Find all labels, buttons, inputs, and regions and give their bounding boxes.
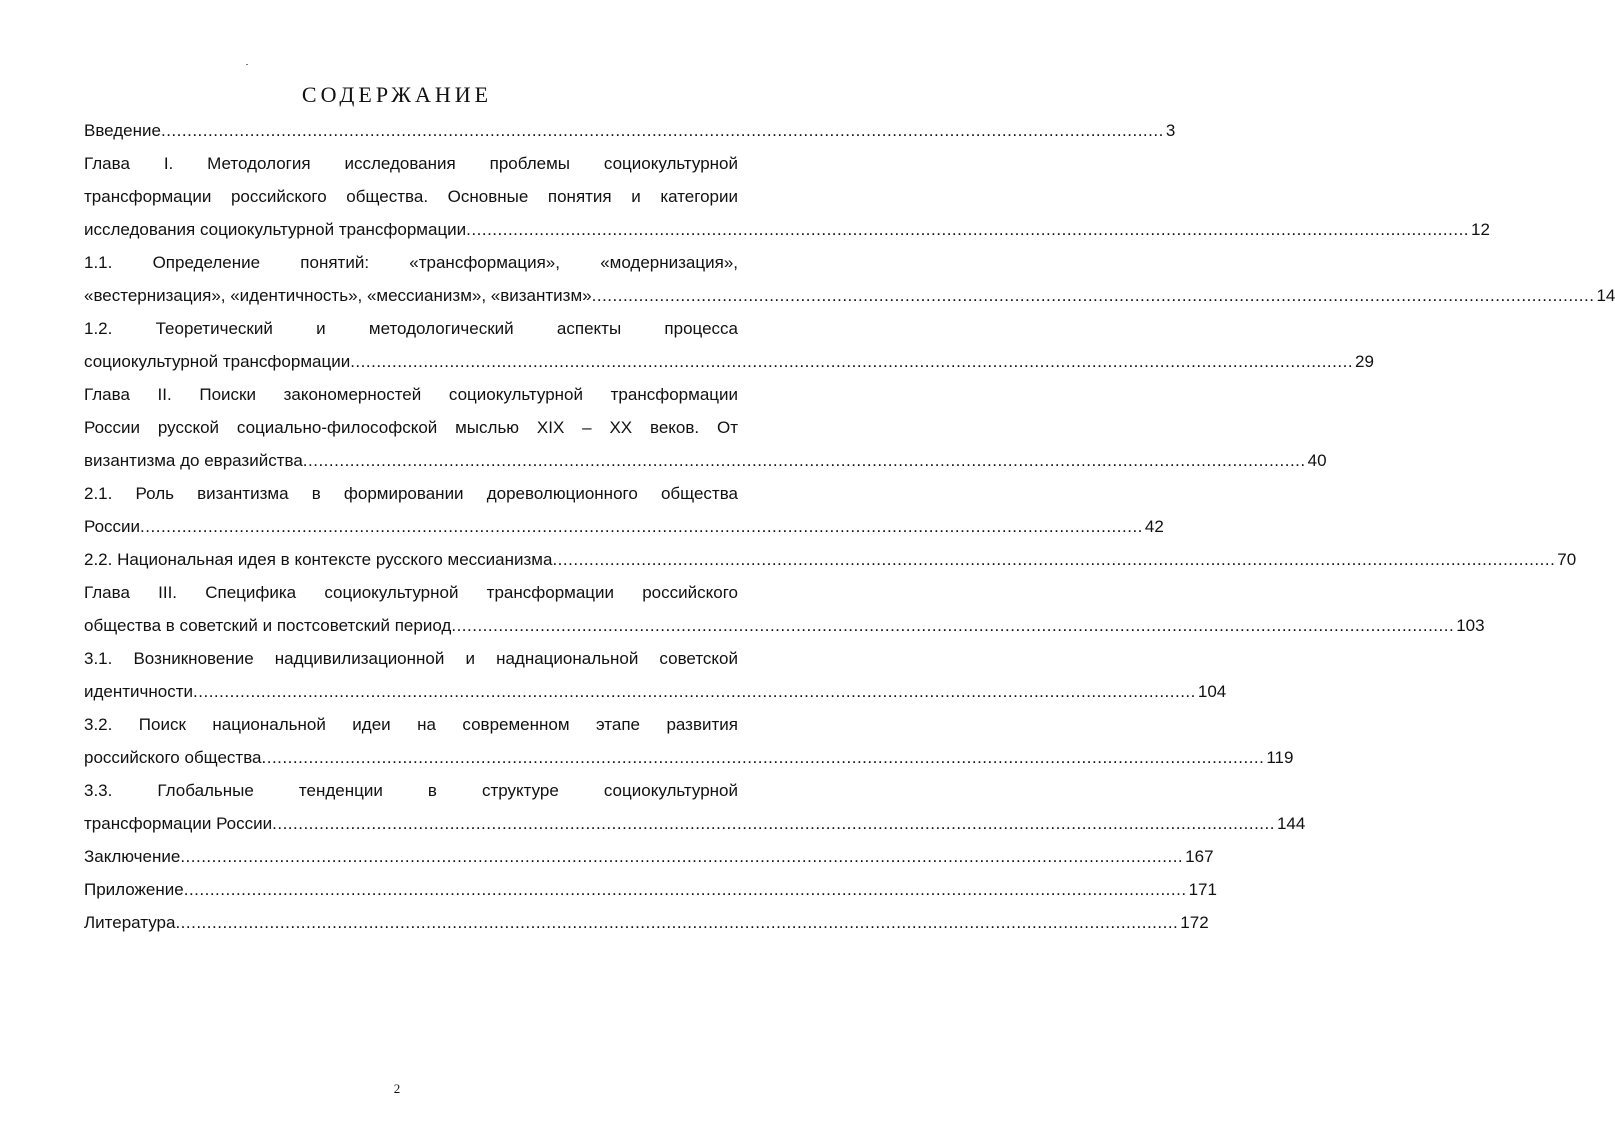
toc-entry-title: российского общества bbox=[84, 748, 262, 767]
toc-entry-title: Приложение bbox=[84, 880, 184, 899]
toc-page-number: 12 bbox=[1471, 220, 1490, 239]
toc-page-number: 103 bbox=[1456, 616, 1485, 635]
toc-entry-title: Введение bbox=[84, 121, 161, 140]
toc-page-number: 3 bbox=[1165, 121, 1176, 140]
dot-leader: ................................................................................................................................................................................................ bbox=[175, 913, 1179, 932]
dot-leader: ................................................................................................................................................................................................ bbox=[272, 814, 1275, 833]
toc-entry-line: 3.2. Поиск национальной идеи на современном этапе развития bbox=[84, 715, 738, 734]
dot-leader: ................................................................................................................................................................................................ bbox=[180, 847, 1184, 866]
toc-entry-section-1-1[interactable] bbox=[84, 279, 1615, 312]
toc-entry-section-3-1[interactable] bbox=[84, 675, 1227, 708]
toc-page-number: 172 bbox=[1180, 913, 1209, 932]
toc-entry-line: 1.1. Определение понятий: «трансформация», «модернизация», bbox=[84, 253, 738, 272]
toc-entry-line: 3.3. Глобальные тенденции в структуре социокультурной bbox=[84, 781, 738, 800]
toc-entry-title: общества в советский и постсоветский период bbox=[84, 616, 452, 635]
toc-entry-chapter-3[interactable] bbox=[84, 609, 1485, 642]
toc-entry-title: идентичности bbox=[84, 682, 194, 701]
toc-page-number: 171 bbox=[1188, 880, 1217, 899]
dot-leader: ................................................................................................................................................................................................ bbox=[466, 220, 1470, 239]
toc-page-number: 119 bbox=[1266, 748, 1294, 767]
toc-page-number: 40 bbox=[1307, 451, 1327, 470]
toc-entry-title: византизма до евразийства bbox=[84, 451, 303, 470]
toc-entry-chapter-1[interactable] bbox=[84, 213, 1490, 246]
toc-entry-title: 2.2. Национальная идея в контексте русского мессианизма bbox=[84, 550, 553, 569]
dot-leader: ................................................................................................................................................................................................ bbox=[552, 550, 1556, 569]
toc-entry-title: Литература bbox=[84, 913, 176, 932]
dot-leader: ................................................................................................................................................................................................ bbox=[140, 517, 1143, 536]
dot-leader: ................................................................................................................................................................................................ bbox=[350, 352, 1354, 371]
toc-entry-section-1-2[interactable] bbox=[84, 345, 1374, 378]
toc-entry-title: России bbox=[84, 517, 141, 536]
toc-entry-section-2-2[interactable] bbox=[84, 543, 1577, 576]
toc-page-number: 70 bbox=[1557, 550, 1577, 569]
page-title: СОДЕРЖАНИЕ bbox=[301, 82, 493, 107]
dot-leader: ................................................................................................................................................................................................ bbox=[160, 121, 1164, 140]
toc-entry-line: России русской социально-философской мыслью XIX – XX веков. От bbox=[84, 418, 738, 437]
dot-leader: ................................................................................................................................................................................................ bbox=[261, 748, 1265, 767]
toc-entry-bibliography[interactable] bbox=[84, 906, 1209, 939]
dot-leader: ................................................................................................................................................................................................ bbox=[193, 682, 1196, 701]
scan-speck bbox=[246, 64, 248, 65]
toc-entry-line: Глава I. Методология исследования проблемы социокультурной bbox=[84, 154, 738, 173]
toc-entry-title: Заключение bbox=[84, 847, 181, 866]
dot-leader: ................................................................................................................................................................................................ bbox=[302, 451, 1306, 470]
toc-entry-line: Глава II. Поиски закономерностей социокультурной трансформации bbox=[84, 385, 738, 404]
toc-entry-title: трансформации России bbox=[84, 814, 273, 833]
toc-entry-conclusion[interactable] bbox=[84, 840, 1214, 873]
toc-entry-section-3-2[interactable] bbox=[84, 741, 1294, 774]
toc-entry-section-2-1[interactable] bbox=[84, 510, 1164, 543]
toc-page-number: 104 bbox=[1197, 682, 1227, 701]
toc-page-number: 29 bbox=[1355, 352, 1374, 371]
toc-entry-line: 1.2. Теоретический и методологический аспекты процесса bbox=[84, 319, 738, 338]
toc-entry-line: Глава III. Специфика социокультурной трансформации российского bbox=[84, 583, 738, 602]
toc-entry-title: «вестернизация», «идентичность», «мессианизм», «византизм» bbox=[84, 286, 592, 305]
dot-leader: ................................................................................................................................................................................................ bbox=[451, 616, 1455, 635]
dot-leader: ................................................................................................................................................................................................ bbox=[183, 880, 1187, 899]
toc-entry-title: исследования социокультурной трансформации bbox=[84, 220, 467, 239]
dot-leader: ................................................................................................................................................................................................ bbox=[591, 286, 1595, 305]
toc-page-number: 42 bbox=[1144, 517, 1164, 536]
toc-entry-chapter-2[interactable] bbox=[84, 444, 1327, 477]
toc-page-number: 167 bbox=[1185, 847, 1214, 866]
toc-entry-line: трансформации российского общества. Основные понятия и категории bbox=[84, 187, 738, 206]
toc-entry-introduction[interactable] bbox=[84, 114, 1176, 147]
toc-entry-title: социокультурной трансформации bbox=[84, 352, 351, 371]
toc-page-number: 144 bbox=[1276, 814, 1306, 833]
toc-page-number: 14 bbox=[1596, 286, 1615, 305]
page-number: 2 bbox=[393, 1081, 401, 1096]
toc-entry-line: 3.1. Возникновение надцивилизационной и наднациональной советской bbox=[84, 649, 738, 668]
toc-entry-line: 2.1. Роль византизма в формировании дореволюционного общества bbox=[84, 484, 738, 503]
toc-entry-section-3-3[interactable] bbox=[84, 807, 1306, 840]
toc-entry-appendix[interactable] bbox=[84, 873, 1217, 906]
